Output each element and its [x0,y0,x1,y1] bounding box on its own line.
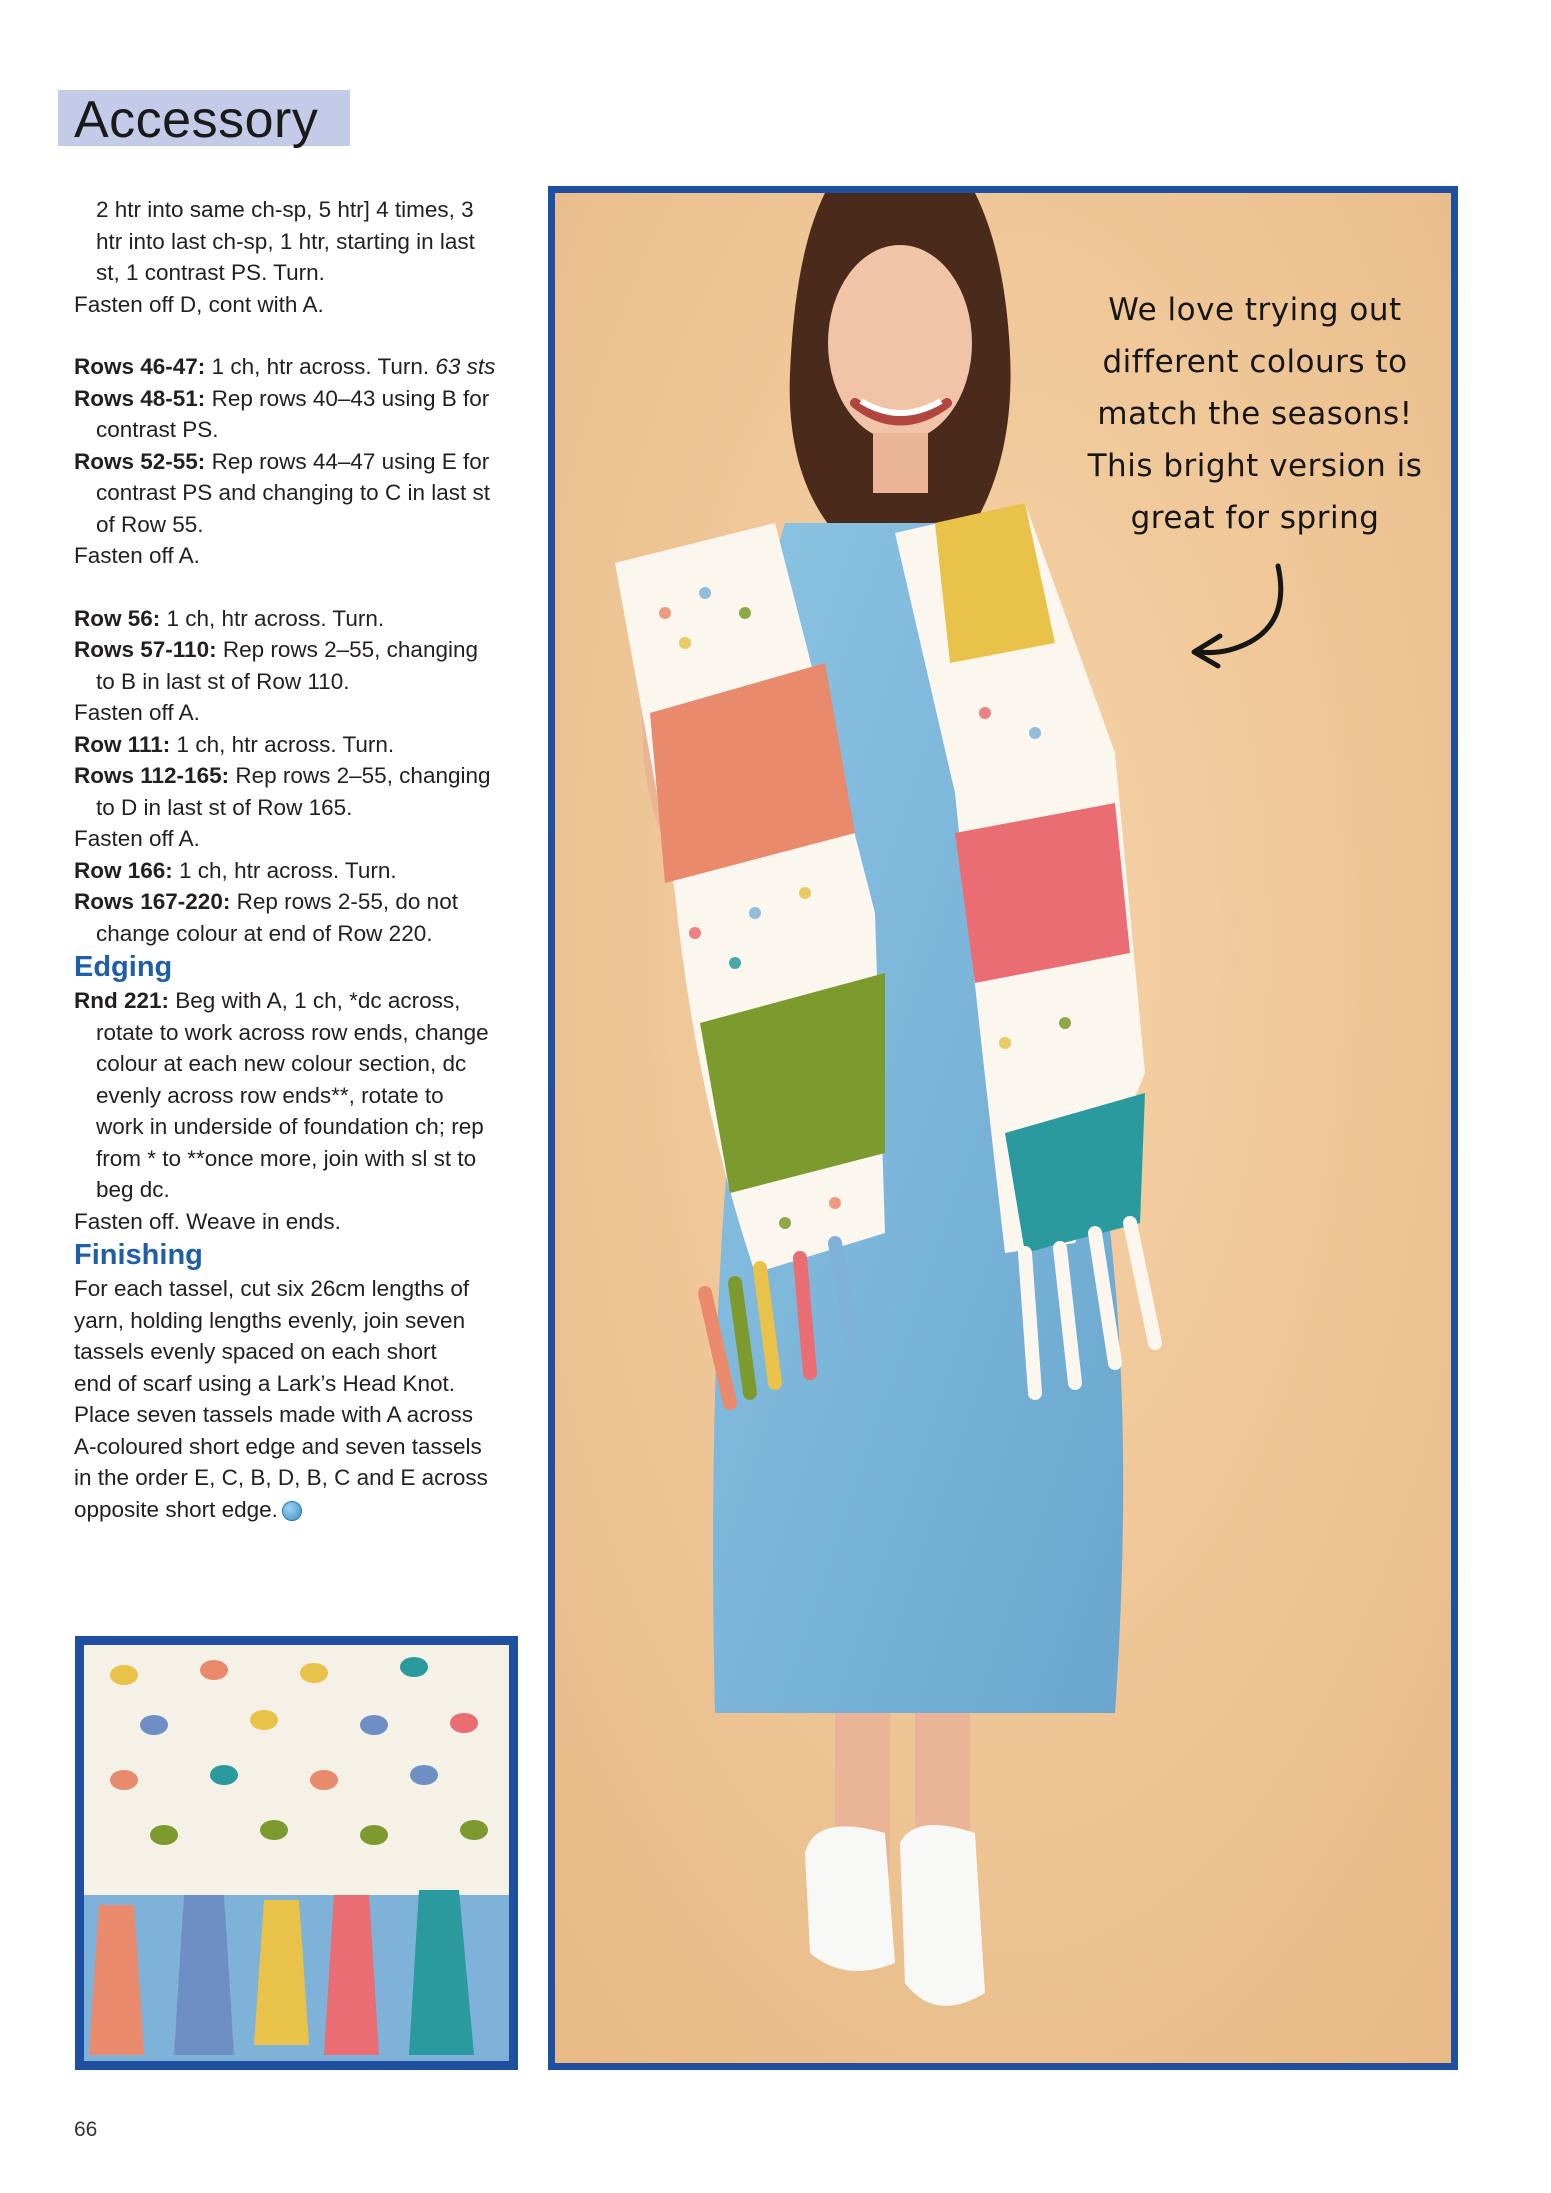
row-57-110: Rows 57-110: Rep rows 2–55, changing [74,637,478,662]
curved-arrow-icon [1180,560,1300,680]
edging-line: from * to **once more, join with sl st to [96,1145,477,1171]
row-48-51: Rows 48-51: Rep rows 40–43 using B for [74,385,490,411]
pattern-column [74,194,534,1525]
edging-line: rotate to work across row ends, change [96,1019,489,1045]
row-48-51-cont: contrast PS. [96,417,219,442]
row-112-165: Rows 112-165: Rep rows 2–55, changing [74,763,491,788]
callout-line: We love trying out [1108,292,1402,328]
rnd-221: Rnd 221: Beg with A, 1 ch, *dc across, [74,988,461,1013]
section-tag-label: Accessory [74,91,319,149]
edging-heading: Edging [74,951,173,983]
row-52-55-cont-2: of Row 55. [96,511,204,537]
row-111: Row 111: 1 ch, htr across. Turn. [74,731,395,757]
callout-line: different colours to [1102,344,1408,380]
finishing-line-last: opposite short edge. [74,1494,534,1526]
fasten-off-d: Fasten off D, cont with A. [74,291,324,317]
finishing-line: end of scarf using a Lark’s Head Knot. [74,1370,456,1396]
row-56: Row 56: 1 ch, htr across. Turn. [74,605,385,631]
edging-fasten: Fasten off. Weave in ends. [74,1208,341,1234]
row-167-220-cont: change colour at end of Row 220. [96,920,433,946]
intro-line-1: 2 htr into same ch-sp, 5 htr] 4 times, 3 [96,197,474,222]
finishing-line: tassels evenly spaced on each short [74,1339,437,1364]
row-52-55-cont-1: contrast PS and changing to C in last st [96,480,490,505]
row-112-165-cont: to D in last st of Row 165. [96,794,353,820]
callout-line: great for spring [1130,500,1380,536]
page-number: 66 [74,2118,98,2141]
fasten-off-a-3: Fasten off A. [74,826,200,851]
stitch-detail-illustration [84,1645,509,2061]
row-46-47: Rows 46-47: 1 ch, htr across. Turn. 63 sts [74,354,496,379]
row-167-220: Rows 167-220: Rep rows 2-55, do not [74,889,458,914]
callout-note [1085,284,1425,544]
fasten-off-a-1: Fasten off A. [74,543,200,568]
intro-line-3: st, 1 contrast PS. Turn. [96,260,325,285]
finishing-line: Place seven tassels made with A across [74,1402,473,1427]
finishing-line: yarn, holding lengths evenly, join seven [74,1307,466,1333]
intro-line-2: htr into last ch-sp, 1 htr, starting in last [96,228,475,254]
detail-photo [75,1636,518,2070]
section-tag [58,90,350,149]
callout-line: This bright version is [1087,448,1423,484]
edging-line: work in underside of foundation ch; rep [96,1114,484,1139]
finishing-line: For each tassel, cut six 26cm lengths of [74,1276,470,1301]
finishing-heading: Finishing [74,1239,203,1271]
edging-line: colour at each new colour section, dc [96,1051,467,1076]
finishing-line: A-coloured short edge and seven tassels [74,1433,482,1459]
finishing-line: in the order E, C, B, D, B, C and E across [74,1465,488,1490]
callout-line: match the seasons! [1097,396,1413,432]
fasten-off-a-2: Fasten off A. [74,700,200,725]
edging-line: beg dc. [96,1177,170,1202]
row-52-55: Rows 52-55: Rep rows 44–47 using E for [74,448,490,474]
edging-line: evenly across row ends**, rotate to [96,1082,444,1108]
yarn-ball-icon [282,1501,302,1521]
row-57-110-cont: to B in last st of Row 110. [96,668,350,694]
row-166: Row 166: 1 ch, htr across. Turn. [74,857,397,883]
